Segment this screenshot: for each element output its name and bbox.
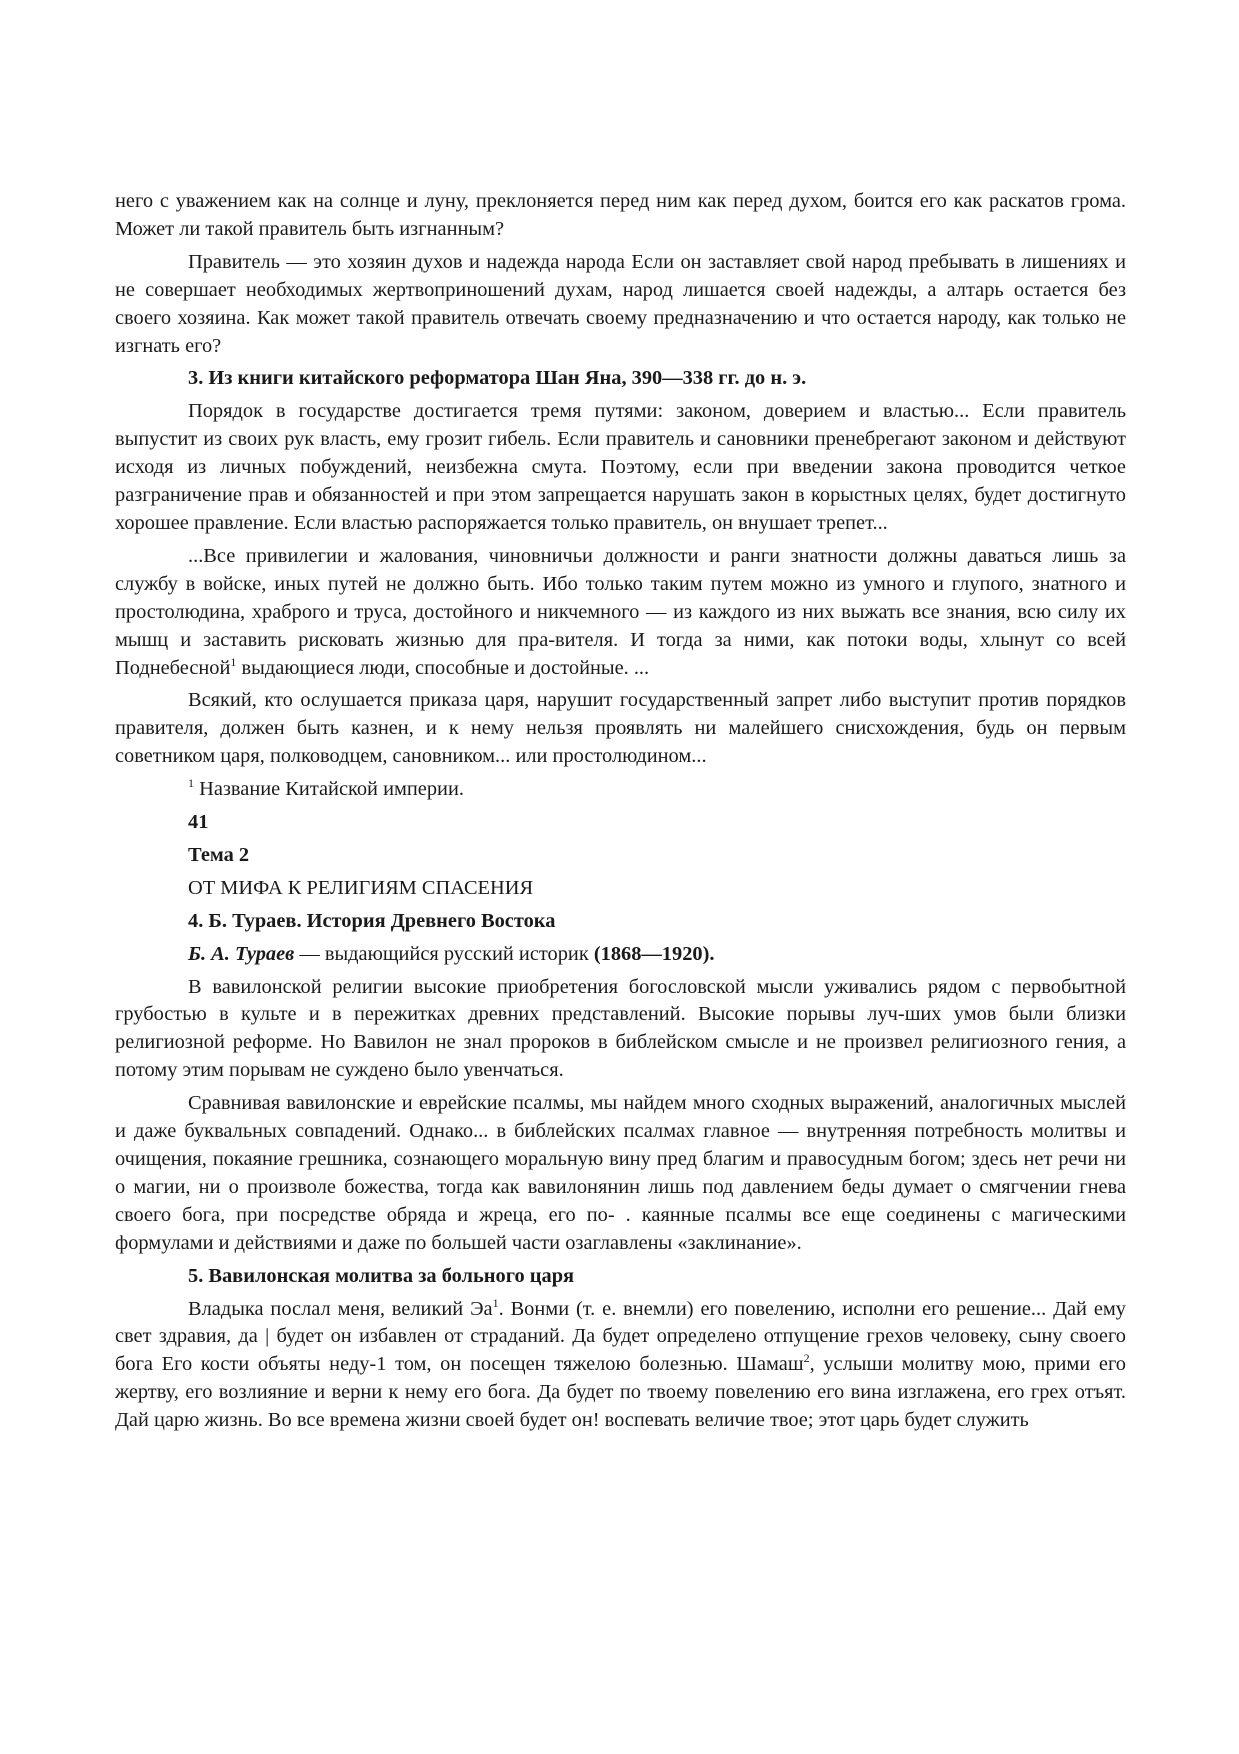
- footnote-marker: 2: [803, 1351, 810, 1366]
- paragraph-text: . Вонми (т. е. внемли) его повелению, исполни его решение... Дай ему свет здравия, да | будет он избавлен от страданий. Да будет определено отпущение грехов человеку, сыну своего бога Его кости объяты неду-1 том, он посещен тяжелою болезнью. Шамаш: [115, 1297, 1127, 1376]
- paragraph: [115, 1296, 1126, 1436]
- paragraph: [115, 543, 1126, 683]
- section-heading-4: 4. Б. Тураев. История Древнего Востока: [188, 909, 556, 932]
- section-heading-3: 3. Из книги китайского реформатора Шан Яна, 390—338 гг. до н. э.: [188, 367, 807, 390]
- footnote-marker: 1: [492, 1295, 499, 1310]
- paragraph: Порядок в государстве достигается тремя путями: законом, доверием и властью... Если правитель выпустит из своих рук власть, ему грозит гибель. Если правитель и сановники пренебрегают законом и действуют исходя из личных побуждений, неизбежна смута. Поэтому, если при введении закона проводится четкое разграничение прав и обязанностей и при этом запрещается нарушать закон в корыстных целях, будет достигнуто хорошее правление. Если властью распоряжается только правитель, он внушает трепет...: [115, 400, 1126, 534]
- paragraph-text: Владыка послал меня, великий Эа: [188, 1297, 493, 1320]
- section-heading-5: 5. Вавилонская молитва за больного царя: [188, 1264, 575, 1287]
- page-number: 41: [188, 811, 209, 834]
- author-years: (1868—1920).: [593, 942, 715, 965]
- paragraph-text: , услыши молитву мою, прими его жертву, его возлияние и верни к нему его бога. Да будет по твоему повелению его вина изглажена, его грех отъят. Дай царю жизнь. Во все времена жизни своей будет он! воспевать величие твое; этот царь будет служить: [115, 1353, 1127, 1432]
- paragraph-text: выдающиеся люди, способные и достойные. ...: [236, 656, 650, 679]
- paragraph: него с уважением как на солнце и луну, преклоняется перед ним как перед духом, боится его как раскатов грома. Может ли такой правитель быть изгнанным?: [115, 190, 1126, 240]
- paragraph-text: ...Все привилегии и жалования, чиновничьи должности и ранги знатности должны даваться лишь за службу в войске, иных путей не должно быть. Ибо только таким путем можно из умного и глупого, знатного и простолюдина, храброго и труса, достойного и никчемного — из каждого из них выжать все знания, всю силу их мышц и заставить рисковать жизнью для пра-вителя. И тогда за ними, как потоки воды, хлынут со всей Поднебесной: [115, 544, 1126, 679]
- theme-title: ОТ МИФА К РЕЛИГИЯМ СПАСЕНИЯ: [188, 876, 534, 899]
- footnote: [188, 776, 1126, 804]
- paragraph: Сравнивая вавилонские и еврейские псалмы, мы найдем много сходных выражений, аналогичных мыслей и даже буквальных совпадений. Однако... в библейских псалмах главное — внутренняя потребность молитвы и очищения, покаяние грешника, сознающего моральную вину пред благим и правосудным богом; здесь нет речи ни о магии, ни о произволе божества, тогда как вавилонянин лишь под давлением беды думает о смягчении гнева своего бога, при посредстве обряда и жреца, его по- . каянные псалмы все еще соединены с магическими формулами и действиями и даже по большей части озаглавлены «заклинание».: [115, 1092, 1126, 1254]
- document-page: [115, 188, 1126, 1440]
- author-note: [188, 941, 1126, 969]
- theme-label: Тема 2: [188, 843, 250, 866]
- footnote-marker: 1: [230, 654, 237, 669]
- footnote-marker: 1: [188, 776, 194, 791]
- paragraph: В вавилонской религии высокие приобретения богословской мысли уживались рядом с первобытной грубостью в культе и в пережитках древних представлений. Высокие порывы луч-ших умов были близки религиозной реформе. Но Вавилон не знал пророков в библейском смысле и не произвел религиозного гения, а потому этим порывам не суждено было увенчаться.: [115, 975, 1126, 1082]
- author-name: Б. А. Тураев: [188, 942, 295, 965]
- author-desc: — выдающийся русский историк: [294, 942, 594, 965]
- paragraph: Всякий, кто ослушается приказа царя, нарушит государственный запрет либо выступит против порядков правителя, должен быть казнен, и к нему нельзя проявлять ни малейшего снисхождения, будь он первым советником царя, полководцем, сановником... или простолюдином...: [115, 689, 1126, 768]
- paragraph: Правитель — это хозяин духов и надежда народа Если он заставляет свой народ пребывать в лишениях и не совершает необходимых жертвоприношений духам, народ лишается своей надежды, а алтарь остается без своего хозяина. Как может такой правитель отвечать своему предназначению и что остается народу, как только не изгнать его?: [115, 250, 1126, 357]
- footnote-text: Название Китайской империи.: [194, 778, 464, 801]
